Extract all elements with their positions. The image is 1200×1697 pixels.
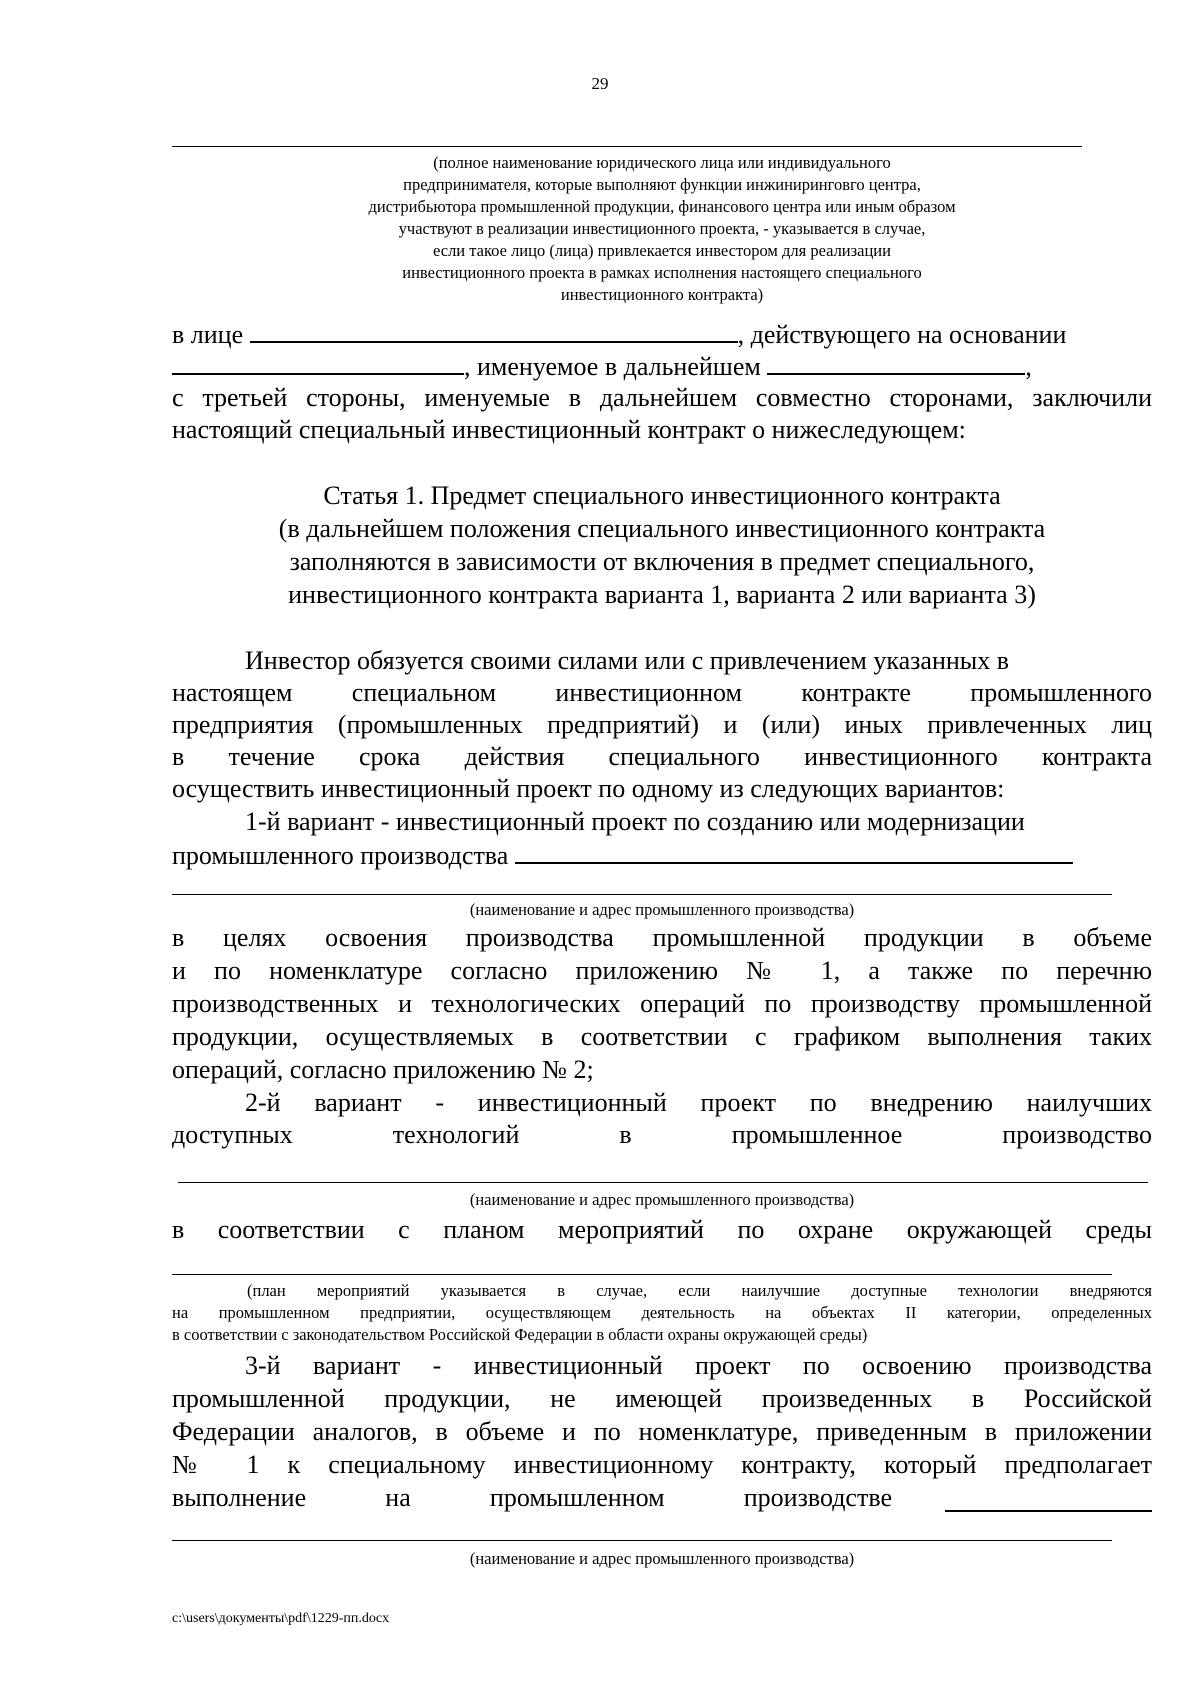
- party-caption: [172, 152, 1152, 306]
- variant3-last-line: [172, 1482, 932, 1514]
- party-caption-line: инвестиционного контракта): [560, 285, 764, 304]
- intro-line: с третьей стороны, именуемые в дальнейшем совместно сторонами, заключили: [172, 383, 1152, 412]
- article-subtitle: заполняются в зависимости от включения в предмет специального,: [289, 547, 1035, 576]
- variant1-body-line: операций, согласно приложению № 2;: [172, 1055, 594, 1084]
- variant1-production-line: [172, 838, 1152, 872]
- basis-blank: [172, 349, 464, 375]
- represented-line-1: [172, 317, 1152, 351]
- article-title: Статья 1. Предмет специального инвестиционного контракта: [323, 481, 1001, 510]
- para1-line: Инвестор обязуется своими силами или с привлечением указанных в: [245, 646, 1010, 675]
- para1-line: в течение срока действия специального инвестиционного контракта: [172, 742, 1152, 771]
- variant2-line: доступных технологий в промышленное производство: [172, 1120, 1152, 1149]
- party-caption-line: если такое лицо (лица) привлекается инвестором для реализации: [433, 241, 891, 260]
- production-caption: (наименование и адрес промышленного производства): [469, 1190, 855, 1209]
- variant3-line: 3-й вариант - инвестиционный проект по освоению производства: [245, 1351, 1152, 1380]
- represented-mid: , именуемое в дальнейшем: [464, 352, 761, 381]
- variant2-production-line: [178, 1182, 1148, 1183]
- para1-line: настоящем специальном инвестиционном контракте промышленного: [172, 678, 1152, 707]
- intro-line: настоящий специальный инвестиционный контракт о нижеследующем:: [172, 415, 966, 444]
- variant1-body-line: производственных и технологических операций по производству промышленной: [172, 989, 1152, 1018]
- para1-line: предприятия (промышленных предприятий) и (или) иных привлеченных лиц: [172, 710, 1152, 739]
- page-number: 29: [591, 74, 609, 93]
- variant1-body-line: и по номенклатуре согласно приложению № 1, а также по перечню: [172, 956, 1152, 985]
- variant2-plan-line: в соответствии с планом мероприятий по охране окружающей среды: [172, 1215, 1152, 1244]
- para1-line: осуществить инвестиционный проект по одному из следующих вариантов:: [172, 774, 1005, 803]
- party-name-line: [172, 146, 1082, 147]
- representative-blank: [250, 317, 738, 343]
- party-caption-line: инвестиционного проекта в рамках исполнения настоящего специального: [402, 263, 922, 282]
- variant1-body-line: в целях освоения производства промышленной продукции в объеме: [172, 923, 1152, 952]
- plan-note-line: в соответствии с законодательством Российской Федерации в области охраны окружающей среды): [172, 1325, 868, 1344]
- production-caption: (наименование и адрес промышленного производства): [469, 900, 855, 919]
- plan-note-line: на промышленном предприятии, осуществляющем деятельность на объектах II категории, определенных: [172, 1303, 1152, 1322]
- production-caption: (наименование и адрес промышленного производства): [469, 1549, 855, 1568]
- production-blank: [515, 838, 1073, 864]
- party-caption-line: (полное наименование юридического лица или индивидуального: [433, 153, 891, 172]
- article-subtitle: (в дальнейшем положения специального инвестиционного контракта: [278, 514, 1046, 543]
- variant2-line: 2-й вариант - инвестиционный проект по внедрению наилучших: [245, 1088, 1152, 1117]
- variant3-line: № 1 к специальному инвестиционному контракту, который предполагает: [172, 1450, 1152, 1479]
- represented-line-2: [172, 349, 1152, 383]
- variant3-line: выполнение на промышленном производстве: [172, 1483, 892, 1512]
- variant3-production-line: [172, 1540, 1112, 1541]
- footer-file-path: c:\users\документы\pdf\1229-пп.docx: [172, 1611, 390, 1626]
- variant3-line: Федерации аналогов, в объеме и по номенклатуре, приведенным в приложении: [172, 1417, 1152, 1446]
- article-subtitle: инвестиционного контракта варианта 1, варианта 2 или варианта 3): [288, 580, 1036, 609]
- represented-end: ,: [1025, 352, 1032, 381]
- party-caption-line: предпринимателя, которые выполняют функции инжиниринговго центра,: [403, 175, 921, 194]
- party-caption-line: участвуют в реализации инвестиционного проекта, - указывается в случае,: [398, 219, 926, 238]
- variant3-production-blank: [945, 1486, 1152, 1512]
- represented-prefix: в лице: [172, 320, 244, 349]
- plan-line: [172, 1274, 1112, 1275]
- production-name-line: [172, 894, 1112, 895]
- variant1-body-line: продукции, осуществляемых в соответствии с графиком выполнения таких: [172, 1022, 1152, 1051]
- plan-note-line: (план мероприятий указывается в случае, если наилучшие доступные технологии внедряются: [247, 1281, 1152, 1300]
- variant1-production-label: промышленного производства: [172, 841, 509, 870]
- variant3-line: промышленной продукции, не имеющей произведенных в Российской: [172, 1384, 1152, 1413]
- represented-suffix: , действующего на основании: [737, 320, 1067, 349]
- party-caption-line: дистрибьютора промышленной продукции, финансового центра или иным образом: [368, 197, 956, 216]
- variant1-heading: 1-й вариант - инвестиционный проект по созданию или модернизации: [245, 807, 1025, 836]
- short-name-blank: [767, 349, 1025, 375]
- plan-note: [172, 1280, 1152, 1346]
